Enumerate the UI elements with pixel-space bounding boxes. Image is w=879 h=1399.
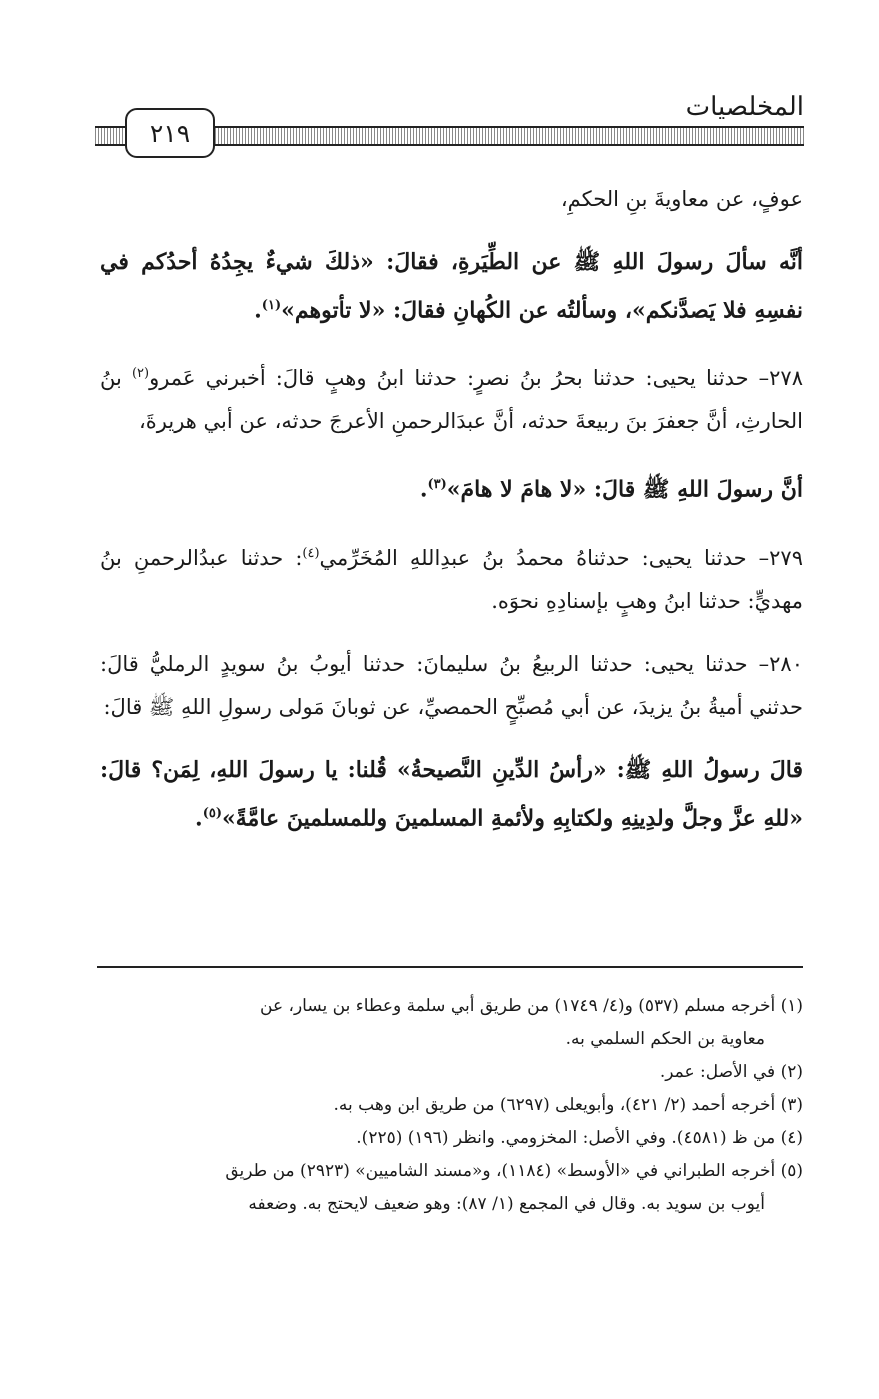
isnad-paragraph [100, 352, 803, 443]
isnad-text: ٢٧٩– حدثنا يحيى: حدثناهُ محمدُ بنُ عبدِاللهِ المُخَرِّمي [319, 545, 803, 570]
hadith-text [100, 749, 803, 840]
main-text [100, 178, 803, 840]
punctuation: . [254, 297, 262, 324]
isnad-paragraph [100, 532, 803, 623]
running-head-title: المخلصيات [685, 92, 804, 122]
paragraph [100, 178, 803, 221]
paragraph-text: عوفٍ، عن معاويةَ بنِ الحكمِ، [560, 187, 803, 211]
footnote-ref: (١) [261, 298, 282, 313]
footnote-text: (٤) من ظ (٤٥٨١). وفي الأصل: المخزومي. وانظر (١٩٦) (٢٢٥). [356, 1128, 803, 1148]
isnad-text: ٢٨٠– حدثنا يحيى: حدثنا الربيعُ بنُ سليمانَ: حدثنا أيوبُ بنُ سويدٍ الرمليُّ قالَ: حدثني أميةُ بنُ يزيدَ، عن أبي مُصبِّحٍ الحمصيِّ، عن ثوبانَ مَولى رسولِ اللهِ ﷺ قالَ: [100, 651, 803, 719]
hadith-line: أنَّه سألَ رسولَ اللهِ ﷺ عن الطِّيَرةِ، فقالَ: «ذلكَ شيءٌ يجِدُهُ أحدُكم في نفسِهِ فلا يَصدَّنكم»، وسألتُه عن الكُهانِ فقالَ: «لا تأتوهم» [100, 249, 803, 324]
footnote-ref: (٣) [427, 477, 447, 493]
hadith-text [100, 463, 803, 511]
isnad-paragraph [100, 643, 803, 729]
hadith-line: قالَ رسولُ اللهِ ﷺ: «رأسُ الدِّينِ النَّصيحةُ» قُلنا: يا رسولَ اللهِ، لِمَن؟ قالَ: «للهِ عزَّ وجلَّ ولدِينِهِ ولكتابِهِ ولأئمةِ المسلمينَ وللمسلمينَ عامَّةً» [100, 756, 803, 831]
page-number-label: ٢١٩ [149, 118, 191, 148]
footnote-1 [100, 990, 803, 1056]
footnote-text: معاوية بن الحكم السلمي به. [565, 1029, 765, 1049]
hadith-line: أنَّ رسولَ اللهِ ﷺ قالَ: «لا هامَ لا هامَ» [446, 476, 803, 503]
footnote-separator [97, 966, 803, 968]
footnote-text: أيوب بن سويد به. وقال في المجمع (١/ ٨٧): وهو ضعيف لايحتج به. وضعفه [248, 1194, 765, 1214]
footnote-ref: (٥) [202, 805, 223, 821]
footnote-3 [100, 1089, 803, 1122]
footnote-text: (٥) أخرجه الطبراني في «الأوسط» (١١٨٤)، و«مسند الشاميين» (٢٩٢٣) من طريق [225, 1161, 803, 1181]
footnote-2 [100, 1056, 803, 1089]
isnad-text: : حدثنا عبدُالرحمنِ بنُ مهديٍّ: حدثنا ابنُ وهبٍ بإسنادِهِ نحوَه. [100, 545, 803, 613]
isnad-text: بنُ الحارثِ، أنَّ جعفرَ بنَ ربيعةَ حدثه، أنَّ عبدَالرحمنِ الأعرجَ حدثه، عن أبي هريرةَ، [100, 366, 803, 434]
footnote-ref: (٢) [131, 366, 150, 382]
hadith-text [100, 241, 803, 332]
footnote-text: (١) أخرجه مسلم (٥٣٧) و(٤/ ١٧٤٩) من طريق أبي سلمة وعطاء بن يسار، عن [260, 996, 803, 1016]
page-number [125, 108, 215, 158]
punctuation: . [419, 476, 428, 503]
footnotes [100, 990, 803, 1221]
punctuation: . [195, 804, 203, 831]
footnote-ref: (٤) [302, 545, 320, 561]
footnote-4 [100, 1122, 803, 1155]
footnote-5 [100, 1155, 803, 1221]
footnote-text: (٣) أخرجه أحمد (٢/ ٤٢١)، وأبويعلى (٦٢٩٧) من طريق ابن وهب به. [333, 1095, 803, 1115]
footnote-text: (٢) في الأصل: عمر. [659, 1062, 803, 1082]
isnad-text: ٢٧٨– حدثنا يحيى: حدثنا بحرُ بنُ نصرٍ: حدثنا ابنُ وهبٍ قالَ: أخبرني عَمرو [149, 366, 803, 391]
